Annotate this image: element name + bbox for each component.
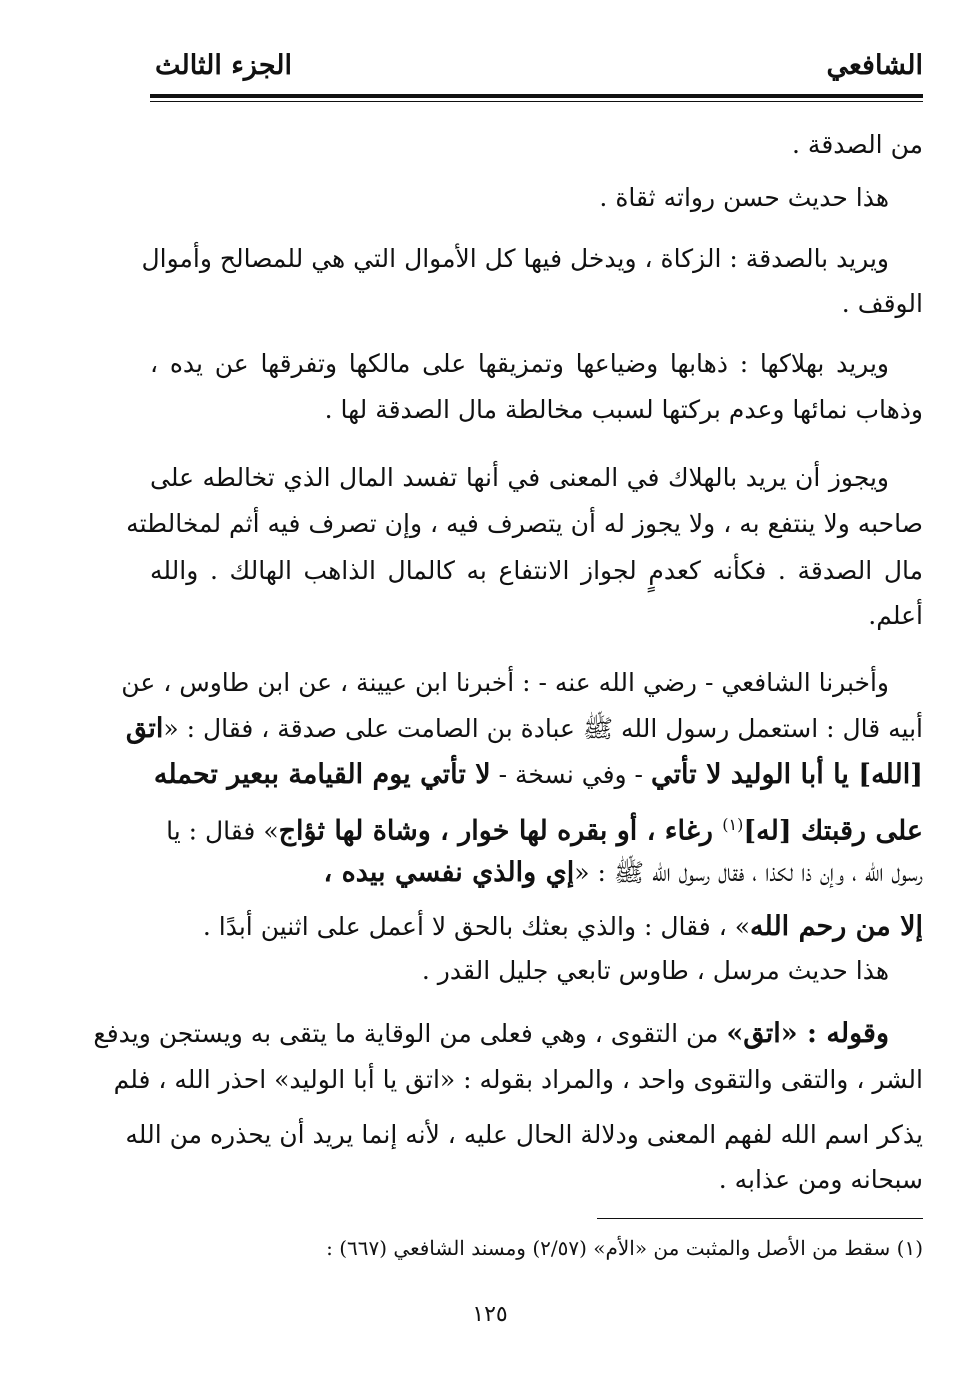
footnote-marker: (١) [722,815,744,834]
text-span: وأخبرنا الشافعي - رضي الله عنه - : أخبرنا ابن عيينة ، عن ابن طاوس ، عن [121,668,889,697]
text-line [141,236,923,282]
text-line: سبحانه ومن عذابه . [718,1165,923,1194]
text-line [93,1011,923,1057]
bold-span: لا تأتي يوم القيامة ببعير تحمله [153,759,491,790]
bold-span: [الله] يا أبا الوليد لا تأتي [650,759,923,790]
text-span: ويجوز أن يريد بالهلاك في المعنى في أنها تفسد المال الذي تخالطه على [150,463,889,492]
text-span: » فقال : يا [166,816,279,846]
text-line [150,850,923,896]
text-line: يذكر اسم الله لفهم المعنى ودلالة الحال عليه ، لأنه إنما يريد أن يحذره من الله [125,1120,923,1149]
bold-span: على رقبتك [له] [743,815,923,847]
page-number: ١٢٥ [472,1302,508,1327]
text-line [150,752,923,798]
text-span: » ، فقال : والذي بعثك بالحق لا أعمل على اثنين أبدًا . [202,912,751,941]
text-line [150,175,923,221]
bold-span: إي والذي نفسي بيده ، [323,857,575,888]
text-span: هذا حديث حسن رواته ثقاة . [599,183,889,212]
text-span: من التقوى ، وهي فعلى من الوقاية ما يتقى به ويستجن ويدفع [93,1019,727,1048]
text-line: الشر ، والتقى والتقوى واحد ، والمراد بقوله : «اتق يا أبا الوليد» احذر الله ، فلم [113,1065,923,1094]
text-line: مال الصدقة . فكأنه كعدمٍ لجواز الانتفاع به كالمال الذاهب الهالك . والله [150,556,923,585]
header-rule-thick [150,94,923,98]
text-line [150,802,923,848]
text-line: من الصدقة . [792,130,923,159]
footnote: (١) سقط من الأصل والمثبت من «الأم» (٢/٥٧) ومسند الشافعي (٦٦٧) : [326,1236,923,1260]
text-line [125,706,923,752]
book-title: الشافعي [826,50,923,81]
text-line [150,455,923,501]
text-span: أبيه قال : استعمل رسول الله ﷺ عبادة بن الصامت على صدقة ، فقال : « [163,714,923,743]
text-span: هذا حديث مرسل ، طاوس تابعي جليل القدر . [421,956,889,985]
text-line [150,948,923,994]
header-rule-thin [150,101,923,102]
text-span [93,1019,923,1048]
footnote-rule [597,1218,923,1219]
running-header [150,50,923,90]
text-span: ويريد بالصدقة : الزكاة ، ويدخل فيها كل الأموال التي هي للمصالح وأموال [141,244,889,273]
text-line [121,660,923,706]
text-span: - وفي نسخة - [490,760,651,789]
volume-title: الجزء الثالث [155,50,292,81]
bold-span: اتق [125,713,164,744]
text-span: رسول الله ، وإن ذا لكذا ، فقال رسول الله ﷺ : « [574,858,923,887]
text-span: ويريد بهلاكها : ذهابها وضياعها وتمزيقها على مالكها وتفرقها عن يده ، [150,349,889,378]
text-line: صاحبه ولا ينتفع به ، ولا يجوز له أن يتصرف فيه ، وإن تصرف فيه أثم لمخالطته [126,509,923,538]
bold-span: وقوله : «اتق» [726,1018,889,1049]
text-line: أعلم. [868,601,923,630]
bold-span: رغاء ، أو بقره لها خوار ، وشاة لها ثؤاج [278,815,723,847]
bold-span: إلا من رحم الله [750,911,923,942]
text-line: الوقف . [841,289,923,318]
text-line [150,341,923,387]
text-line [150,904,923,950]
text-line: وذهاب نمائها وعدم بركتها لسبب مخالطة مال الصدقة لها . [324,395,923,424]
